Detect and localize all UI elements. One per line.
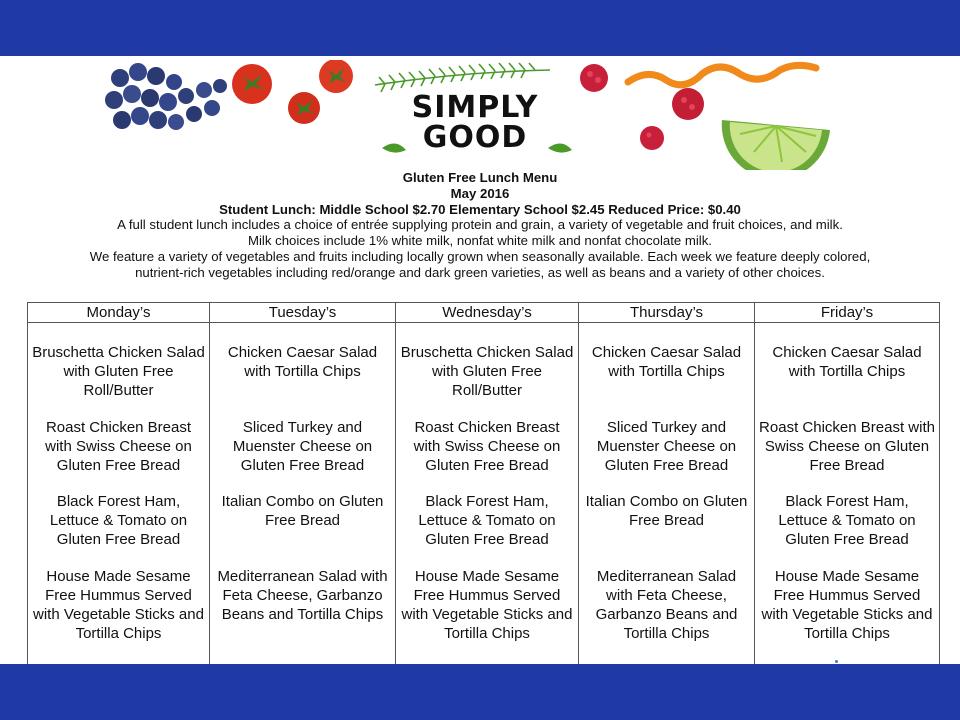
menu-item: Chicken Caesar Salad with Tortilla Chips — [772, 344, 922, 380]
menu-item: Black Forest Ham, Lettuce & Tomato on Gluten Free Bread — [778, 493, 916, 548]
simply-good-logo — [380, 92, 570, 158]
intro-line-1: A full student lunch includes a choice of entrée supplying protein and grain, a variety of vegetable and fruit choices, and milk. — [117, 217, 843, 233]
tuesday-menu-cell — [210, 323, 396, 678]
day-header-thursday: Thursday’s — [579, 303, 755, 323]
menu-item: House Made Sesame Free Hummus Served with Vegetable Sticks and Tortilla Chips — [761, 567, 933, 642]
menu-item: Roast Chicken Breast with Swiss Cheese on Gluten Free Bread — [413, 418, 561, 474]
menu-item: Chicken Caesar Salad with Tortilla Chips — [591, 344, 742, 380]
menu-item: Sliced Turkey and Muenster Cheese on Gluten Free Bread — [232, 418, 373, 474]
monday-menu-cell — [28, 323, 210, 678]
intro-line-2: Milk choices include 1% white milk, nonfat white milk and nonfat chocolate milk. — [248, 233, 712, 249]
friday-menu-cell — [755, 323, 940, 678]
menu-item: Chicken Caesar Salad with Tortilla Chips — [227, 344, 378, 380]
logo-line-2: GOOD — [422, 120, 528, 155]
rosemary-image — [375, 63, 550, 92]
price-line: Student Lunch: Middle School $2.70 Elementary School $2.45 Reduced Price: $0.40 — [219, 201, 741, 217]
menu-item: Mediterranean Salad with Feta Cheese, Garbanzo Beans and Tortilla Chips — [217, 567, 388, 623]
menu-item: Bruschetta Chicken Salad with Gluten Free Roll/Butter — [32, 344, 205, 399]
weekly-menu-table — [27, 302, 940, 678]
menu-date: May 2016 — [450, 185, 510, 201]
day-header-monday: Monday’s — [28, 303, 210, 323]
menu-item: Italian Combo on Gluten Free Bread — [221, 493, 384, 529]
menu-item: House Made Sesame Free Hummus Served with Vegetable Sticks and Tortilla Chips — [33, 567, 204, 642]
menu-item: Sliced Turkey and Muenster Cheese on Gluten Free Bread — [596, 418, 737, 474]
top-blue-band — [0, 0, 960, 56]
menu-item: Roast Chicken Breast with Swiss Cheese on Gluten Free Bread — [759, 418, 935, 474]
blueberries-image — [105, 63, 227, 130]
menu-item: Bruschetta Chicken Salad with Gluten Free Roll/Butter — [400, 344, 574, 399]
lime-slice-image — [722, 120, 830, 170]
logo-line-1: SIMPLY — [411, 90, 539, 125]
menu-item: Black Forest Ham, Lettuce & Tomato on Gluten Free Bread — [49, 493, 188, 548]
decorative-dot — [835, 660, 838, 663]
menu-items-row — [28, 323, 940, 678]
intro-line-3: We feature a variety of vegetables and fruits including locally grown when seasonally available. Each week we feature deeply colored, — [89, 248, 871, 264]
menu-item: Italian Combo on Gluten Free Bread — [585, 493, 748, 529]
tomatoes-image — [232, 60, 353, 124]
intro-line-4: nutrient-rich vegetables including red/orange and dark green varieties, as well as beans and a variety of other choices. — [135, 264, 825, 280]
day-header-tuesday: Tuesday’s — [210, 303, 396, 323]
orange-peel-image — [628, 65, 816, 84]
menu-title: Gluten Free Lunch Menu — [402, 170, 558, 185]
day-header-wednesday: Wednesday’s — [396, 303, 579, 323]
wednesday-menu-cell — [396, 323, 579, 678]
thursday-menu-cell — [579, 323, 755, 678]
day-header-row — [28, 303, 940, 323]
day-header-friday: Friday’s — [755, 303, 940, 323]
menu-intro — [20, 170, 940, 281]
menu-item: House Made Sesame Free Hummus Served with Vegetable Sticks and Tortilla Chips — [401, 567, 573, 642]
menu-item: Black Forest Ham, Lettuce & Tomato on Gluten Free Bread — [418, 493, 556, 548]
bottom-blue-band — [0, 664, 960, 720]
menu-item: Roast Chicken Breast with Swiss Cheese on Gluten Free Bread — [45, 418, 192, 474]
menu-item: Mediterranean Salad with Feta Cheese, Garbanzo Beans and Tortilla Chips — [595, 567, 738, 642]
